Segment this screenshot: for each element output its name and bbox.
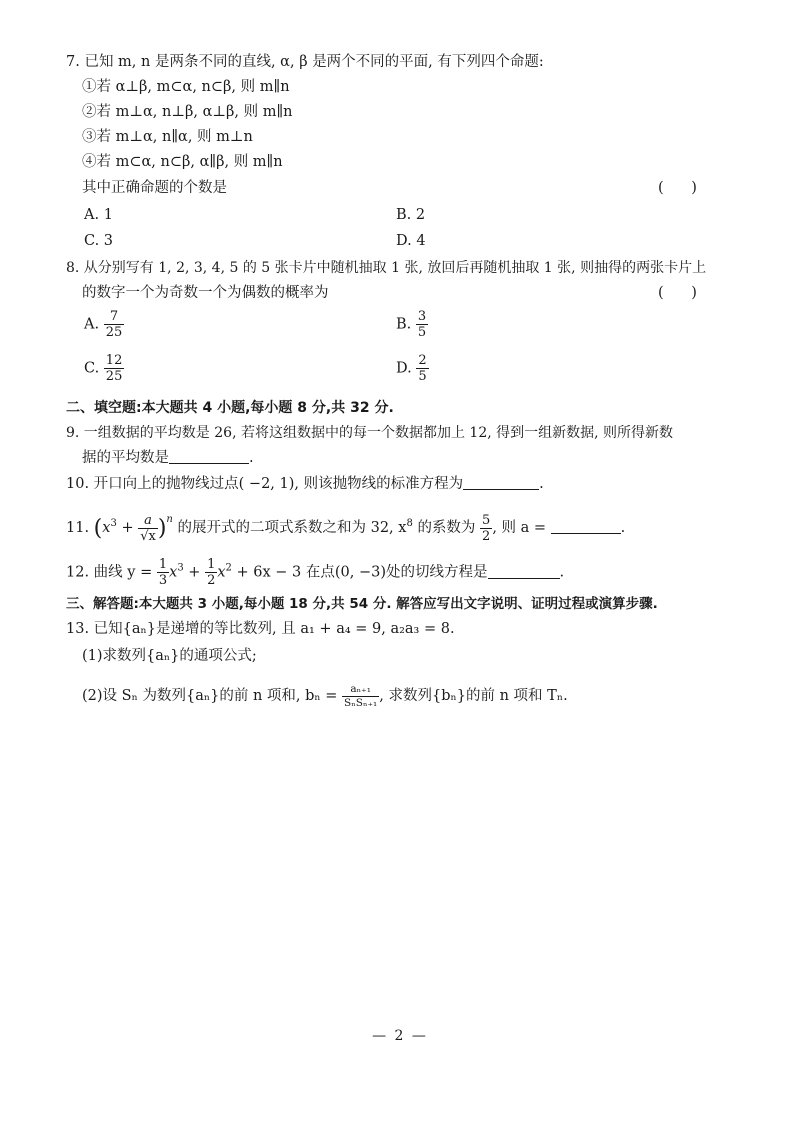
q8-option-b: B. $\frac{3}{5}$ [396,309,427,340]
q10-answer-blank[interactable] [463,475,539,490]
q9-answer-blank[interactable] [169,449,249,464]
q12-line: 12. 曲线 y = $\frac{1}{3}$ $x^3$ + $\frac{1}{2}$ $x^2 + 6x - 3$ 在点(0, −3)处的切线方程是 . [66,557,565,588]
q13-part1: (1)求数列{aₙ}的通项公式; [82,648,257,664]
q8-option-c: C. $\frac{12}{25}$ [84,353,123,384]
q7-prop-1: ①若 α⊥β, m⊂α, n⊂β, 则 m∥n [82,79,290,95]
section-solution-heading: 三、解答题:本大题共 3 小题,每小题 18 分,共 54 分. 解答应写出文字说明、证明过程或演算步骤. [66,596,658,612]
q11-coefficient-fraction: $\frac{5}{2}$ [482,512,491,544]
q8-option-a: A. $\frac{7}{25}$ [84,309,123,340]
q9-line2: 据的平均数是 . [82,450,254,466]
q13-stem: 13. 已知{aₙ}是递增的等比数列, 且 a₁ + a₄ = 9, a₂a₃ = 8. [66,621,455,637]
q10-line: 10. 开口向上的抛物线过点( −2, 1), 则该抛物线的标准方程为 . [66,476,544,492]
q8-option-c-fraction: $\frac{12}{25}$ [105,353,123,384]
q7-prop-2: ②若 m⊥α, n⊥β, α⊥β, 则 m∥n [82,104,293,120]
q11-line: 11. ($x^3$ + $\frac{a}{√x}$ )$^n$ 的展开式的二项式系数之和为 32, $x^8$ 的系数为 $\frac{5}{2}$ , 则 a = . [66,512,626,544]
q12-fraction-one-third: $\frac{1}{3}$ [158,557,168,588]
q7-prop-3: ③若 m⊥α, n∥α, 则 m⊥n [82,129,253,145]
q8-option-a-fraction: $\frac{7}{25}$ [105,309,123,340]
q7-option-c: C. 3 [84,233,114,249]
q12-answer-blank[interactable] [488,564,560,579]
q9-line1: 9. 一组数据的平均数是 26, 若将这组数据中的每一个数据都加上 12, 得到一组新数据, 则所得新数 [66,425,674,441]
q7-option-a: A. 1 [84,207,113,223]
q11-a-over-sqrtx: $\frac{a}{√x}$ [140,512,156,544]
q7-option-b: B. 2 [396,207,426,223]
q8-stem-line1: 8. 从分别写有 1, 2, 3, 4, 5 的 5 张卡片中随机抽取 1 张, 放回后再随机抽取 1 张, 则抽得的两张卡片上 [66,260,707,276]
q7-prop-4: ④若 m⊂α, n⊂β, α∥β, 则 m∥n [82,154,283,170]
q8-answer-paren: ( ) [658,285,697,301]
q7-option-d: D. 4 [396,233,426,249]
q7-ask: 其中正确命题的个数是 [82,180,227,196]
q8-option-b-fraction: $\frac{3}{5}$ [417,309,427,340]
q11-answer-blank[interactable] [551,519,621,534]
q7-answer-paren: ( ) [658,180,697,196]
q7-stem: 7. 已知 m, n 是两条不同的直线, α, β 是两个不同的平面, 有下列四个命题: [66,54,544,70]
page-number: — 2 — [372,1028,428,1044]
q8-stem-line2: 的数字一个为奇数一个为偶数的概率为 [82,285,329,301]
q13-bn-fraction: $\frac{\text{aₙ₊₁}}{\text{SₙSₙ₊₁}}$ [344,683,378,709]
q12-fraction-one-half: $\frac{1}{2}$ [207,557,216,588]
q8-option-d: D. $\frac{2}{5}$ [396,353,427,384]
q13-part2: (2)设 Sₙ 为数列{aₙ}的前 n 项和, bₙ = $\frac{\text{aₙ₊₁}}{\text{SₙSₙ₊₁}}$ , 求数列{bₙ}的前 n 项和 Tₙ. [82,683,568,709]
section-fill-in-heading: 二、填空题:本大题共 4 小题,每小题 8 分,共 32 分. [66,400,394,416]
q8-option-d-fraction: $\frac{2}{5}$ [418,353,427,384]
